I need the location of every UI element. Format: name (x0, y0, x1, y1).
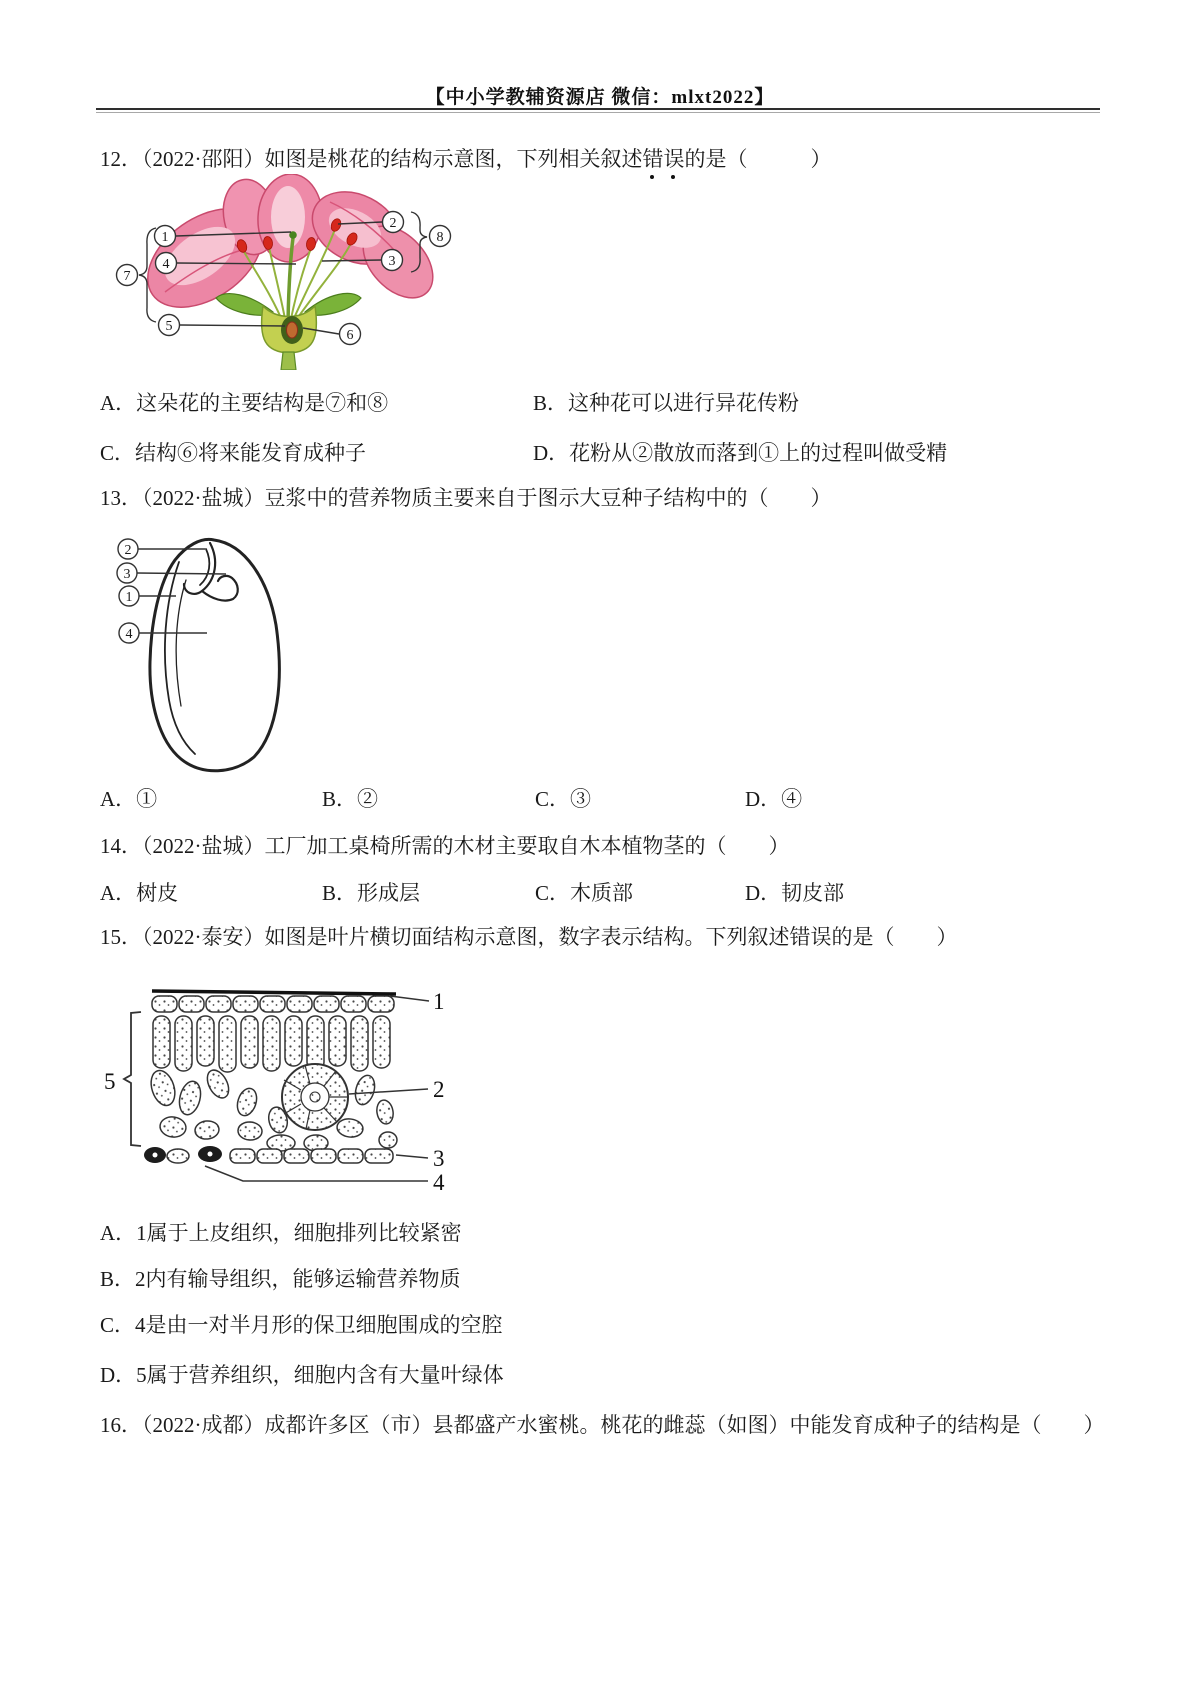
seed-label-2: 2 (124, 543, 132, 558)
header-rule-thin (96, 112, 1100, 113)
q12-option-c: C．结构⑥将来能发育成种子 (100, 441, 367, 465)
leaf-cuticle (152, 991, 396, 994)
leaf-vascular-bundle (282, 1064, 348, 1130)
flower-label-3: 3 (388, 254, 396, 269)
q13-option-b: B．② (322, 787, 379, 811)
q12-option-d: D．花粉从②散放而落到①上的过程叫做受精 (533, 441, 948, 465)
seed-leader-lines (137, 549, 226, 633)
q15-option-d: D．5属于营养组织，细胞内含有大量叶绿体 (100, 1363, 504, 1387)
q14-option-a: A．树皮 (100, 881, 179, 905)
leaf-label-5: 5 (104, 1069, 116, 1094)
q12-stem-pre: 12．（2022·邵阳）如图是桃花的结构示意图，下列相关叙述 (100, 147, 643, 171)
q15-stem: 15．（2022·泰安）如图是叶片横切面结构示意图，数字表示结构。下列叙述错误的是（ ） (100, 925, 958, 949)
page-header: 【中小学教辅资源店 微信：mlxt2022】 (425, 87, 775, 108)
q14-option-b: B．形成层 (322, 881, 421, 905)
leaf-label-1: 1 (433, 989, 445, 1014)
q13-option-a: A．① (100, 787, 158, 811)
q12-stem-post: 的是（ ） (684, 147, 832, 171)
q12-stem-emphasis: 错误 (642, 147, 685, 171)
leaf-upper-epidermis (152, 996, 394, 1012)
flower-stem (281, 352, 296, 370)
q13-option-c: C．③ (535, 787, 592, 811)
flower-label-1: 1 (161, 230, 169, 245)
seed-callouts (117, 539, 139, 643)
q13-option-d: D．④ (745, 787, 803, 811)
q14-option-d: D．韧皮部 (745, 881, 845, 905)
q15-option-b: B．2内有输导组织，能够运输营养物质 (100, 1267, 461, 1291)
leaf-label-2: 2 (433, 1077, 445, 1102)
q14-option-c: C．木质部 (535, 881, 634, 905)
q14-stem: 14．（2022·盐城）工厂加工桌椅所需的木材主要取自木本植物茎的（ ） (100, 834, 790, 858)
q12-stem (100, 146, 832, 173)
leaf-label-4: 4 (433, 1170, 445, 1195)
flower-label-5: 5 (165, 319, 173, 334)
flower-figure (95, 174, 460, 370)
q15-option-c: C．4是由一对半月形的保卫细胞围成的空腔 (100, 1313, 503, 1337)
leaf-figure (95, 968, 465, 1195)
q16-stem: 16．（2022·成都）成都许多区（市）县都盛产水蜜桃。桃花的雌蕊（如图）中能发育成种子的结构是（ ） (100, 1413, 1105, 1437)
seed-label-3: 3 (123, 567, 131, 582)
bracket-5 (124, 1012, 141, 1146)
leaf-palisade-cells (153, 1016, 390, 1072)
seed-plumule (184, 543, 215, 594)
flower-label-6: 6 (346, 328, 354, 343)
q15-option-a: A．1属于上皮组织，细胞排列比较紧密 (100, 1221, 462, 1245)
leaf-lower-epidermis (230, 1149, 393, 1163)
seed-label-1: 1 (125, 590, 133, 605)
flower-label-8: 8 (436, 230, 444, 245)
seed-label-4: 4 (125, 627, 133, 642)
q13-stem: 13．（2022·盐城）豆浆中的营养物质主要来自于图示大豆种子结构中的（ ） (100, 486, 832, 510)
leaf-guard-cells (144, 1146, 222, 1163)
seed-cotyledon-edge (165, 562, 195, 754)
flower-label-4: 4 (162, 257, 170, 272)
flower-label-7: 7 (123, 269, 131, 284)
q12-option-b: B．这种花可以进行异花传粉 (533, 391, 800, 415)
flower-label-2: 2 (389, 216, 397, 231)
header-rule-thick (96, 108, 1100, 110)
leaf-label-3: 3 (433, 1146, 445, 1171)
leaf-spongy-cells (147, 1067, 397, 1151)
seed-radicle (202, 576, 238, 601)
seed-figure (95, 528, 355, 778)
q12-option-a: A．这朵花的主要结构是⑦和⑧ (100, 391, 389, 415)
